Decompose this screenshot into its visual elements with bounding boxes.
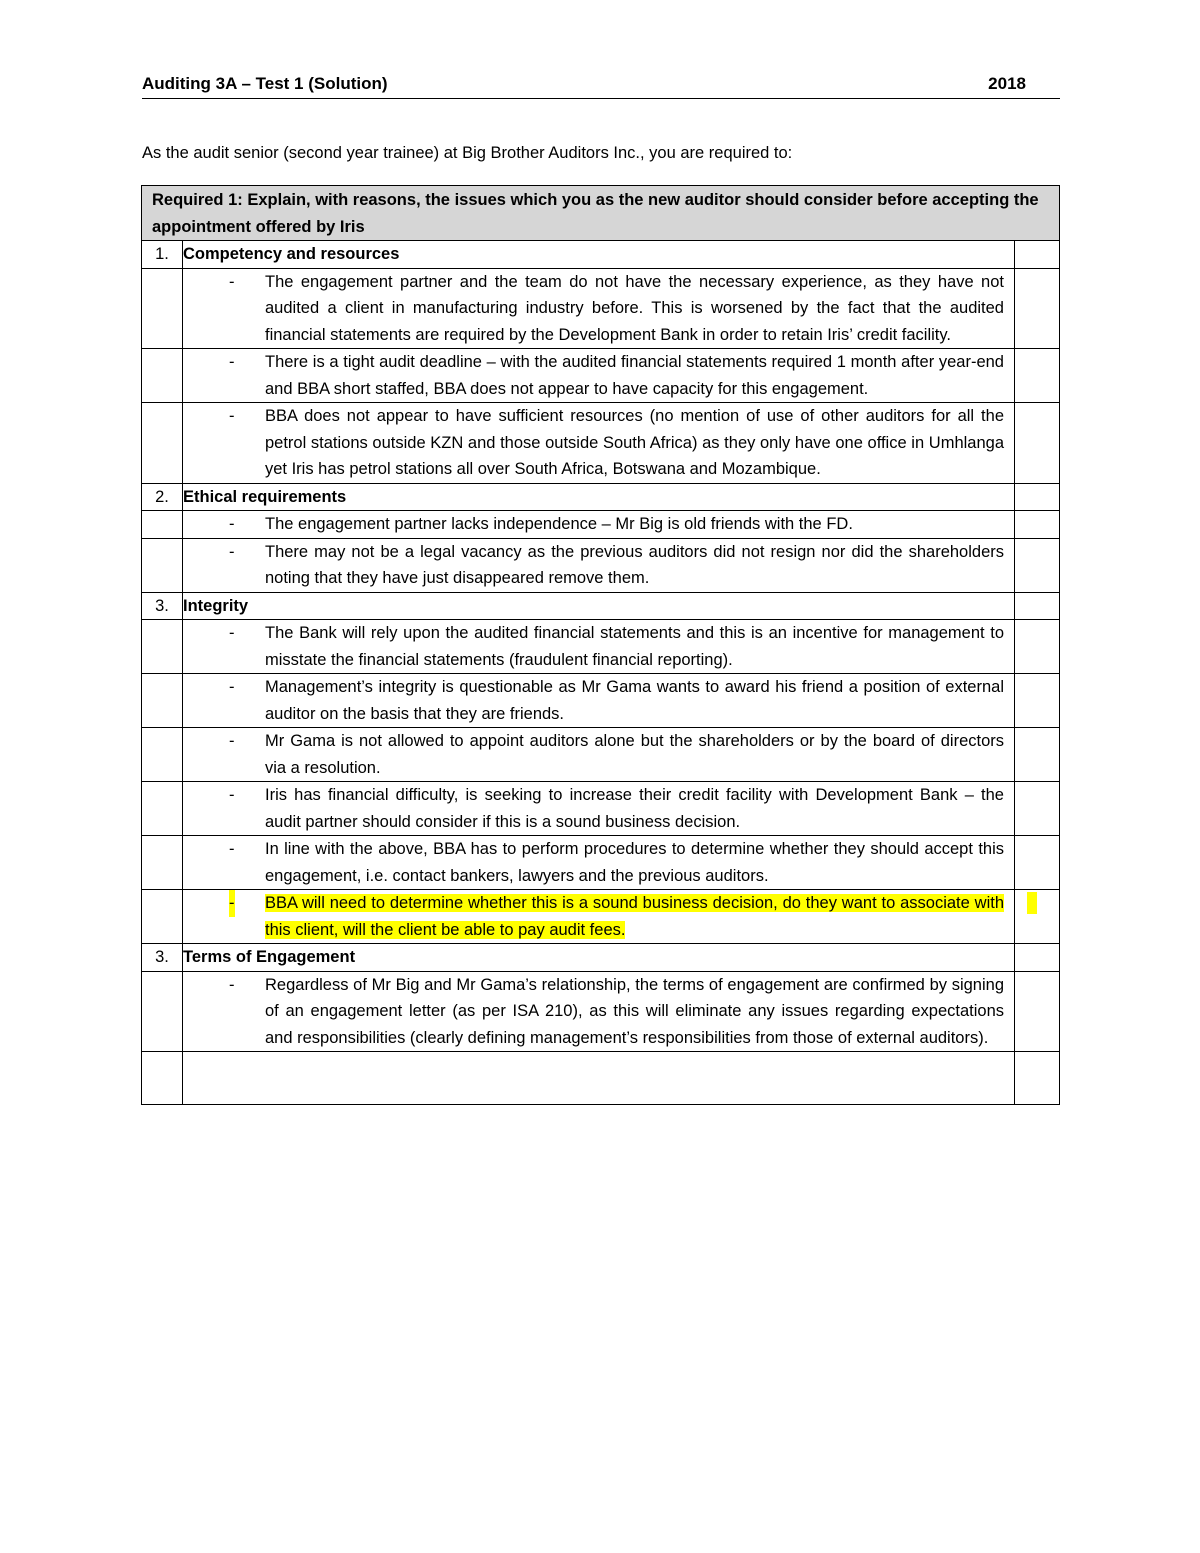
empty-cell <box>142 728 183 782</box>
table-heading-row <box>142 186 1060 241</box>
point-text: Iris has financial difficulty, is seeking to increase their credit facility with Development Bank – the audit partner should consider if this is a sound business decision. <box>265 786 1004 831</box>
table-row <box>142 268 1060 349</box>
point-text: The engagement partner and the team do not have the necessary experience, as they have not audited a client in manufacturing industry before. This is worsened by the fact that the audited financial statements are required by the Development Bank in order to retain Iris’ credit facility. <box>265 272 1004 344</box>
section-title: Competency and resources <box>183 241 1015 269</box>
empty-cell <box>142 674 183 728</box>
mark-cell <box>1015 511 1060 539</box>
dash: - <box>229 272 235 291</box>
section-row <box>142 944 1060 972</box>
point-cell <box>183 268 1015 349</box>
mark-cell <box>1015 268 1060 349</box>
point-text: The engagement partner lacks independence – Mr Big is old friends with the FD. <box>265 515 853 533</box>
table-row <box>142 674 1060 728</box>
point-text: In line with the above, BBA has to perform procedures to determine whether they should accept this engagement, i.e. contact bankers, lawyers and the previous auditors. <box>265 840 1004 885</box>
section-number: 3. <box>142 944 183 972</box>
section-row <box>142 241 1060 269</box>
page-header <box>142 74 1060 99</box>
section-title: Ethical requirements <box>183 483 1015 511</box>
dash: - <box>229 786 235 804</box>
mark-cell <box>1015 674 1060 728</box>
document-title: Auditing 3A – Test 1 (Solution) <box>142 74 388 93</box>
section-title: Integrity <box>183 592 1015 620</box>
table-row-highlighted <box>142 890 1060 944</box>
point-cell <box>183 620 1015 674</box>
empty-cell <box>183 1052 1015 1105</box>
empty-cell <box>142 620 183 674</box>
point-cell <box>183 728 1015 782</box>
section-title: Terms of Engagement <box>183 944 1015 972</box>
empty-cell <box>142 836 183 890</box>
blank-row <box>142 1052 1060 1105</box>
mark-cell <box>1015 620 1060 674</box>
point-cell <box>183 511 1015 539</box>
empty-cell <box>142 782 183 836</box>
dash: - <box>229 542 235 561</box>
point-cell <box>183 538 1015 592</box>
section-row <box>142 483 1060 511</box>
empty-cell <box>142 349 183 403</box>
table-row <box>142 620 1060 674</box>
point-cell <box>183 674 1015 728</box>
table-row <box>142 728 1060 782</box>
mark-cell <box>1015 782 1060 836</box>
point-text: The Bank will rely upon the audited financial statements and this is an incentive for management to misstate the financial statements (fraudulent financial reporting). <box>265 624 1004 669</box>
point-text: There is a tight audit deadline – with the audited financial statements required 1 month after year-end and BBA short staffed, BBA does not appear to have capacity for this engagement. <box>265 353 1004 398</box>
point-text: Regardless of Mr Big and Mr Gama’s relationship, the terms of engagement are confirmed by signing of an engagement letter (as per ISA 210), as this will eliminate any issues regarding expectations and responsibilities (clearly defining management’s responsibilities from those of external auditors). <box>265 975 1004 1047</box>
dash: - <box>229 624 235 642</box>
point-cell <box>183 782 1015 836</box>
empty-cell <box>142 511 183 539</box>
mark-cell <box>1015 538 1060 592</box>
mark-cell <box>1015 890 1060 944</box>
mark-cell <box>1015 241 1060 269</box>
point-text: There may not be a legal vacancy as the previous auditors did not resign nor did the shareholders noting that they have just disappeared remove them. <box>265 542 1004 587</box>
dash: - <box>229 975 235 994</box>
mark-cell <box>1015 728 1060 782</box>
mark-cell <box>1015 1052 1060 1105</box>
dash: - <box>229 890 235 917</box>
mark-cell <box>1015 592 1060 620</box>
mark-cell <box>1015 971 1060 1052</box>
empty-cell <box>142 268 183 349</box>
dash: - <box>229 840 235 858</box>
mark-cell <box>1015 349 1060 403</box>
highlighted-point-text: BBA will need to determine whether this is a sound business decision, do they want to associate with this client, will the client be able to pay audit fees. <box>265 894 1004 939</box>
dash: - <box>229 515 235 533</box>
table-row <box>142 349 1060 403</box>
document-year: 2018 <box>988 74 1026 93</box>
point-cell <box>183 349 1015 403</box>
point-text: BBA does not appear to have sufficient resources (no mention of use of other auditors for all the petrol stations outside KZN and those outside South Africa) as they only have one office in Umhlanga yet Iris has petrol stations all over South Africa, Botswana and Mozambique. <box>265 407 1004 478</box>
empty-cell <box>142 403 183 484</box>
section-number: 2. <box>142 483 183 511</box>
dash: - <box>229 678 235 696</box>
point-text: Management’s integrity is questionable as Mr Gama wants to award his friend a position of external auditor on the basis that they are friends. <box>265 678 1004 723</box>
section-number: 3. <box>142 592 183 620</box>
dash: - <box>229 353 235 371</box>
mark-cell <box>1015 403 1060 484</box>
empty-cell <box>142 1052 183 1105</box>
table-row <box>142 511 1060 539</box>
empty-cell <box>142 890 183 944</box>
mark-cell <box>1015 944 1060 972</box>
dash: - <box>229 732 235 750</box>
table-row <box>142 403 1060 484</box>
dash: - <box>229 407 235 425</box>
point-cell <box>183 971 1015 1052</box>
table-row <box>142 782 1060 836</box>
intro-text: As the audit senior (second year trainee) at Big Brother Auditors Inc., you are required to: <box>142 144 793 162</box>
point-cell <box>183 836 1015 890</box>
point-text: Mr Gama is not allowed to appoint auditors alone but the shareholders or by the board of directors via a resolution. <box>265 732 1004 777</box>
empty-cell <box>142 971 183 1052</box>
solution-table <box>141 185 1060 1105</box>
section-row <box>142 592 1060 620</box>
point-cell <box>183 403 1015 484</box>
table-row <box>142 971 1060 1052</box>
empty-cell <box>142 538 183 592</box>
table-heading: Required 1: Explain, with reasons, the issues which you as the new auditor should consider before accepting the appointment offered by Iris <box>142 186 1060 241</box>
table-row <box>142 836 1060 890</box>
mark-cell <box>1015 836 1060 890</box>
highlight-mark <box>1027 892 1037 914</box>
mark-cell <box>1015 483 1060 511</box>
section-number: 1. <box>142 241 183 269</box>
table-row <box>142 538 1060 592</box>
point-cell <box>183 890 1015 944</box>
